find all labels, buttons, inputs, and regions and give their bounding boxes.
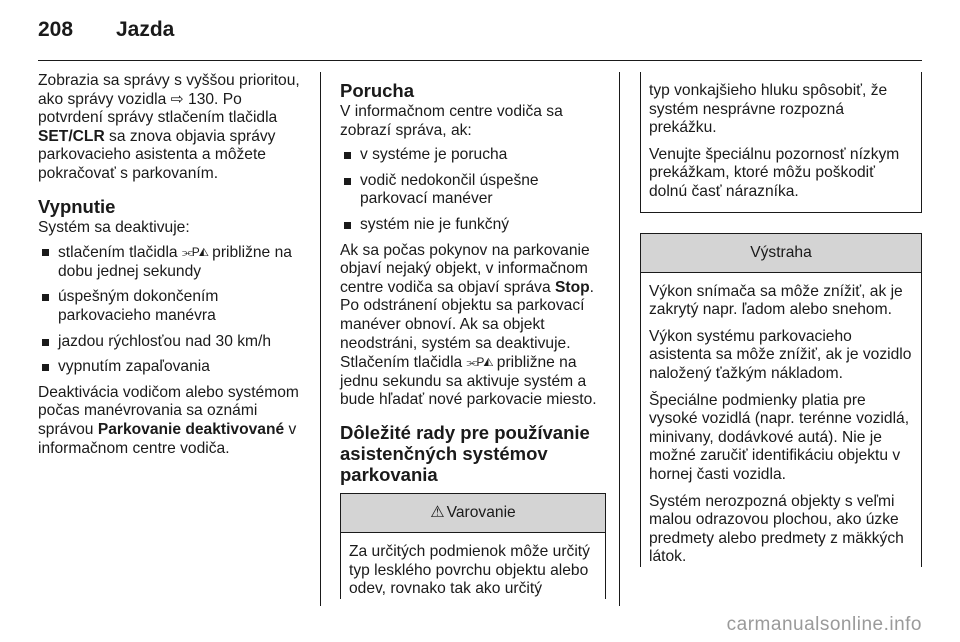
list-item: systém nie je funkčný <box>340 216 606 235</box>
caution-text: Systém nerozpozná objekty s veľmi malou odrazovou plochou, ako úzke predmety alebo predmety z mäkkých látok. <box>649 492 904 566</box>
fault-lead: V informačnom centre vodiča sa zobrazí správa, ak: <box>340 103 563 139</box>
column-divider-left <box>320 72 321 606</box>
warning-box-header <box>341 494 605 533</box>
section-heading-vypnutie: Vypnutie <box>38 195 116 217</box>
list-item: úspešným dokončením parkovacieho manévra <box>38 288 308 325</box>
deactivation-list <box>38 243 308 377</box>
list-item: stlačením tlačidla ⫘P◭ približne na dobu jednej sekundy <box>38 243 308 281</box>
warning-icon: ⚠ <box>430 503 445 521</box>
section-heading-porucha: Porucha <box>340 80 415 101</box>
page-ref-arrow-icon[interactable]: ⇨ <box>170 90 184 108</box>
caution-text: Špeciálne podmienky platia pre vysoké vozidlá (napr. terénne vozidlá, minivany, dodávkové autá). Nie je možné zaručiť identifikáciu objektu v hornej časti vozidla. <box>649 391 910 483</box>
warning-box <box>340 493 606 599</box>
intro-paragraph: Zobrazia sa správy s vyššou prioritou, ako správy vozidla ⇨ 130. Po potvrdení správy stlačením tlačidla SET/CLR sa znova objavia správy parkovacieho asistenta a môžete pokračovať s parkovaním. <box>38 72 300 182</box>
warning-box-body <box>341 533 605 599</box>
list-item: vodič nedokončil úspešne parkovací manéver <box>340 172 606 209</box>
warning-text: Za určitých podmienok môže určitý typ lesklého povrchu objektu alebo odev, rovnako tak ako určitý <box>349 542 590 598</box>
warning-title: Varovanie <box>446 503 516 521</box>
warning-text-cont: typ vonkajšieho hluku spôsobiť, že systém nesprávne rozpozná prekážku. <box>649 82 888 137</box>
header-rule <box>38 60 922 61</box>
caution-box <box>640 233 922 567</box>
watermark: carmanualsonline.info <box>726 614 922 635</box>
caution-box-header: Výstraha <box>641 234 921 273</box>
park-assist-button-icon: ⫘P◭ <box>181 245 208 260</box>
list-item: vypnutím zapaľovania <box>38 358 308 377</box>
warning-text-cont-2: Venujte špeciálnu pozornosť nízkym prekážkam, ktoré môžu poškodiť dolnú časť nárazníka. <box>649 145 900 200</box>
warning-box-continued <box>640 72 922 213</box>
column-right <box>640 72 922 575</box>
chapter-title: Jazda <box>116 18 175 41</box>
park-assist-button-icon: ⫘P◭ <box>466 355 493 370</box>
obstacle-paragraph: Ak sa počas pokynov na parkovanie objaví nejaký objekt, v informačnom centre vodiča sa objaví správa Stop. Po odstránení objektu sa parkovací manéver obnoví. Ak sa objekt neodstráni, systém sa deaktivuje. Stlačením tlačidla ⫘P◭ približne na jednu sekundu sa aktivuje systém a bude hľadať nové parkovacie miesto. <box>340 241 597 409</box>
list-item: jazdou rýchlosťou nad 30 km/h <box>38 333 308 352</box>
caution-text: Výkon snímača sa môže znížiť, ak je zakrytý napr. ľadom alebo snehom. <box>649 282 903 319</box>
outro-paragraph: Deaktivácia vodičom alebo systémom počas manévrovania sa oznámi správou Parkovanie deaktivované v informačnom centre vodiča. <box>38 383 299 457</box>
page-number: 208 <box>38 18 74 41</box>
fault-list <box>340 146 606 234</box>
list-item: v systéme je porucha <box>340 146 606 165</box>
column-divider-right <box>619 72 620 606</box>
caution-box-body <box>641 273 921 567</box>
deactivate-lead: Systém sa deaktivuje: <box>38 218 190 236</box>
page-header <box>38 18 174 48</box>
section-heading-tips: Dôležité rady pre používanie asistenčných systémov parkovania <box>340 421 590 485</box>
caution-text: Výkon systému parkovacieho asistenta sa môže znížiť, ak je vozidlo naložený ťažkým nákladom. <box>649 327 912 382</box>
column-left <box>38 72 308 466</box>
column-middle <box>340 72 606 607</box>
